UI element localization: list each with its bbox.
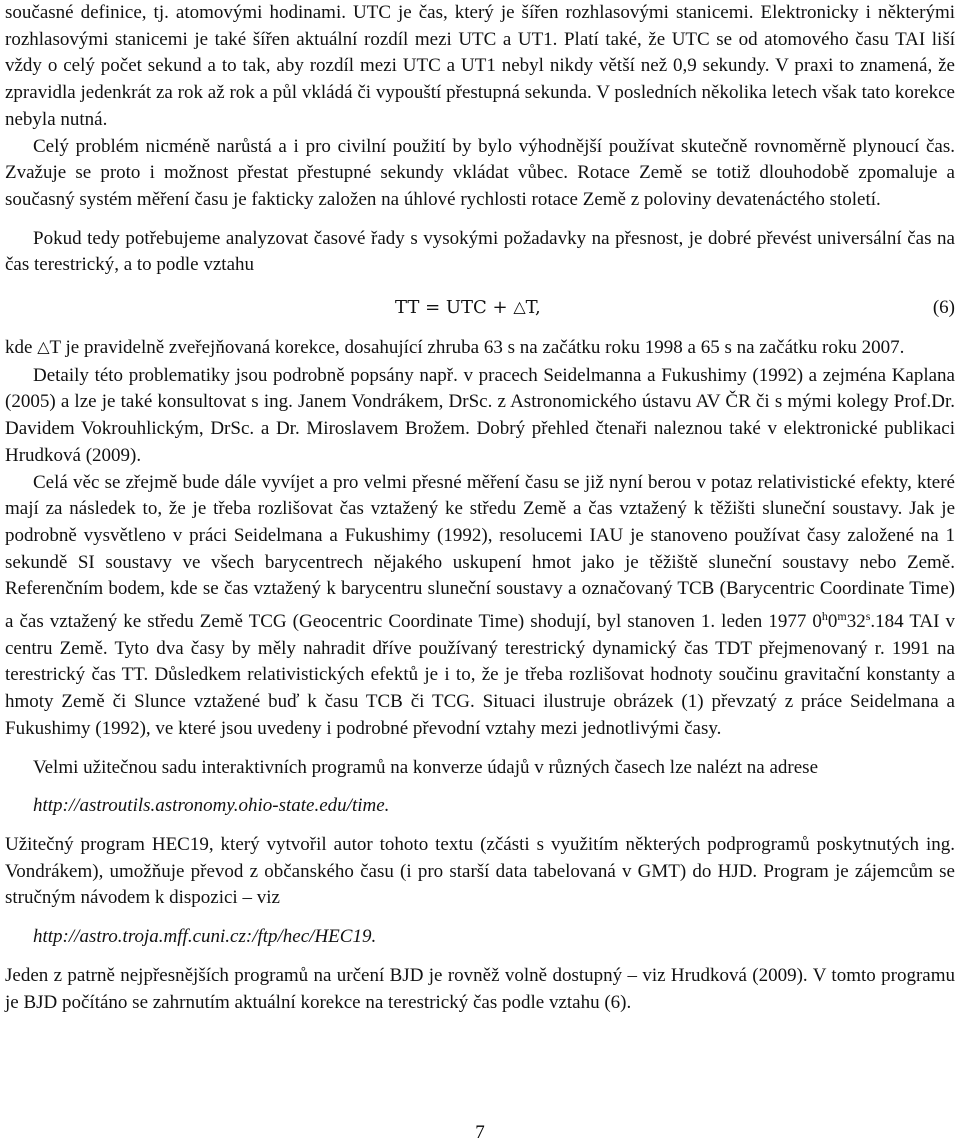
paragraph-bjd: Jeden z patrně nejpřesnějších programů na určení BJD je rovněž volně dostupný – viz Hrudková (2009). V tomto programu je BJD počítáno se zahrnutím aktuální korekce na terestrický čas podle vztahu (6). — [5, 964, 955, 1013]
document-page — [5, 0, 955, 1016]
equation-number: (6) — [932, 297, 955, 319]
minutes-value: 0 — [827, 611, 838, 633]
seconds-value: 32 — [846, 611, 866, 633]
paragraph-utc-definition: současné definice, tj. atomovými hodinami. UTC je čas, který je šířen rozhlasovými stanicemi. Elektronicky i některými rozhlasovými stanicemi je také šířen aktuální rozdíl mezi UTC a UT1. Platí také, že UTC se od atomového času TAI liší vždy o celý počet sekund a to tak, aby rozdíl mezi UTC a UT1 nebyl nikdy větší než 0,9 sekundy. V praxi to znamená, že zpravidla jedenkrát za rok až rok a půl vkládá či vypouští přestupná sekunda. V posledních několika letech však tato korekce nebyla nutná. — [5, 2, 955, 130]
delta-triangle-icon: △ — [37, 339, 50, 357]
paragraph-relativistic — [5, 470, 955, 743]
page-number: 7 — [475, 1122, 485, 1143]
paragraph-references: Detaily této problematiky jsou podrobně popsány např. v pracech Seidelmanna a Fukushimy (1992) a zejména Kaplana (2005) a lze je také konsultovat s ing. Janem Vondrákem, DrSc. z Astronomického ústavu AV ČR či s mými kolegy Prof.Dr. Davidem Vokrouhlickým, DrSc. a Dr. Miroslavem Brožem. Dobrý přehled čtenaři naleznou také v elektronické publikaci Hrudková (2009). — [5, 364, 955, 466]
paragraph-conversion-tools: Velmi užitečnou sadu interaktivních programů na konverze údajů v různých časech lze nalézt na adrese — [33, 756, 819, 778]
delta-text: T je pravidelně zveřejňovaná korekce, dosahující zhruba 63 s na začátku roku 1998 a 65 s na začátku roku 2007. — [49, 337, 905, 359]
delta-triangle-icon: △ — [513, 297, 526, 317]
paragraph-terrestrial-time: Pokud tedy potřebujeme analyzovat časové řady s vysokými požadavky na přesnost, je dobré převést universální čas na čas terestrický, a to podle vztahu — [5, 227, 955, 276]
delta-prefix: kde — [5, 337, 38, 359]
paragraph-delta-t — [5, 335, 955, 363]
relativistic-text-b: .184 TAI v centru Země. Tyto dva časy by měly nahradit dříve používaný terestrický dynamický čas TDT přejmenovaný r. 1991 na terestrický čas TT. Důsledkem relativistických efektů je i to, že je třeba rozlišovat hodnoty součinu gravitační konstanty a hmoty Země či Slunce vztažené buď k času TCB či TCG. Situaci ilustruje obrázek (1) převzatý z práce Seidelmana a Fukushimy (1992), ve které jsou uvedeny i podrobné převodní vztahy mezi jednotlivými časy. — [5, 611, 955, 739]
paragraph-hec19: Užitečný program HEC19, který vytvořil autor tohoto textu (zčásti s využitím některých podprogramů poskytnutých ing. Vondrákem), umožňuje převod z občanského času (i pro starší data tabelovaná v GMT) do HJD. Program je zájemcům se stručným návodem k dispozici – viz — [5, 833, 955, 909]
url-astroutils[interactable]: http://astroutils.astronomy.ohio-state.edu/time. — [33, 795, 390, 817]
equation-formula — [395, 295, 541, 322]
relativistic-text-a: Celá věc se zřejmě bude dále vyvíjet a pro velmi přesné měření času se již nyní berou v potaz relativistické efekty, které mají za následek to, že je třeba rozlišovat čas vztažený ke středu Země a čas vztažený k těžišti sluneční soustavy. Jak je podrobně vysvětleno v práci Seidelmana a Fukushimy (1992), resolucemi IAU je stanoveno používat časy založené na 1 sekundě SI soustavy ve všech barycentrech nějakého uskupení hmot jako je těžiště sluneční soustavy nebo Země. Referenčním bodem, kde se čas vztažený k barycentru sluneční soustavy a označovaný TCB (Barycentric Coordinate Time) a čas vztažený ke středu Země TCG (Geocentric Coordinate Time) shodují, byl stanoven 1. leden 1977 0 — [5, 471, 955, 633]
paragraph-uniform-time: Celý problém nicméně narůstá a i pro civilní použití by bylo výhodnější používat skutečně rovnoměrně plynoucí čas. Zvažuje se proto i možnost přestat přestupné sekundy vkládat vůbec. Rotace Země se totiž dlouhodobě zpomaluje a současný systém měření času je fakticky založen na úhlové rychlosti rotace Země z poloviny devatenáctého století. — [5, 135, 955, 210]
url-hec19[interactable]: http://astro.troja.mff.cuni.cz:/ftp/hec/HEC19. — [33, 926, 377, 948]
equation-rhs: T, — [525, 297, 541, 319]
equation-lhs: TT = UTC + — [395, 297, 514, 319]
seconds-superscript: s — [865, 609, 871, 624]
hours-superscript: h — [821, 609, 828, 624]
minutes-superscript: m — [837, 609, 847, 624]
equation-6 — [5, 295, 955, 325]
